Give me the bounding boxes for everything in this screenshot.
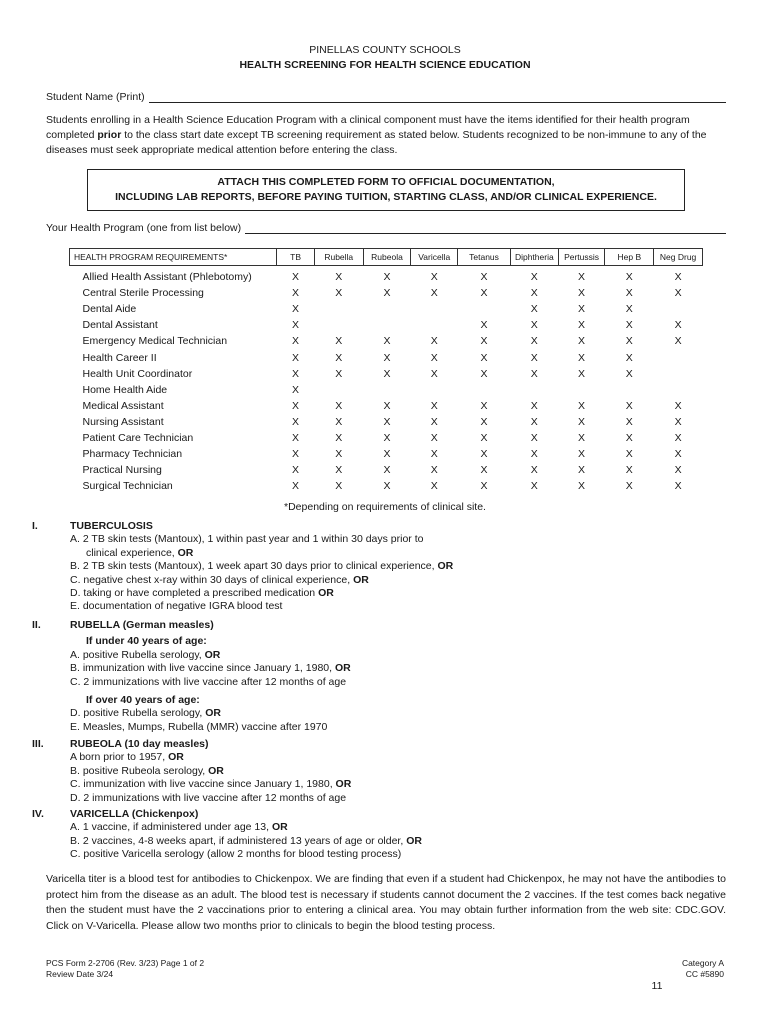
table-row: [70, 366, 703, 382]
footer-right: [682, 958, 724, 980]
requirement-mark: X: [335, 448, 343, 461]
requirement-mark: X: [292, 303, 300, 316]
program-name: Surgical Technician: [82, 480, 173, 493]
program-name: Pharmacy Technician: [82, 448, 183, 461]
requirement-mark: X: [430, 399, 438, 412]
requirement-mark: X: [292, 335, 300, 348]
intro-text-2: to the class start date except TB screening requirement as stated below. Students recognized to be non-immune to any of the diseases must seek appropriate medical attention before entering the class.: [46, 129, 707, 156]
table-header-cell: Hep B: [605, 249, 654, 266]
table-header-cell: Rubeola: [363, 249, 411, 266]
requirement-mark: X: [480, 335, 488, 348]
age-subheading: If over 40 years of age:: [86, 694, 200, 707]
requirement-mark: [458, 382, 511, 398]
intro-paragraph: [46, 113, 726, 158]
table-row: [70, 478, 703, 494]
requirement-mark: X: [674, 319, 682, 332]
section-item: clinical experience, OR: [86, 546, 194, 559]
requirement-mark: X: [578, 431, 586, 444]
table-header-cell: TB: [277, 249, 315, 266]
table-row: [70, 398, 703, 414]
section-item: B. 2 vaccines, 4-8 weeks apart, if administered 13 years of age or older, OR: [70, 834, 422, 847]
requirement-mark: X: [625, 480, 633, 493]
section-item: E. Measles, Mumps, Rubella (MMR) vaccine after 1970: [70, 720, 328, 733]
table-header-cell: Neg Drug: [654, 249, 703, 266]
requirement-mark: X: [383, 287, 391, 300]
requirement-mark: X: [383, 271, 391, 284]
section-item: D. 2 immunizations with live vaccine after 12 months of age: [70, 791, 347, 804]
table-row: [70, 462, 703, 478]
requirement-mark: X: [335, 335, 343, 348]
requirement-mark: X: [674, 287, 682, 300]
requirement-mark: X: [430, 448, 438, 461]
section-title: RUBEOLA (10 day measles): [70, 738, 209, 750]
requirement-mark: [363, 382, 411, 398]
table-row: [70, 446, 703, 462]
requirement-mark: X: [292, 480, 300, 493]
program-name: Patient Care Technician: [82, 431, 194, 444]
requirement-mark: X: [292, 383, 300, 396]
requirements-table: [69, 248, 703, 494]
requirement-mark: X: [530, 271, 538, 284]
requirement-mark: X: [292, 271, 300, 284]
section-item: E. documentation of negative IGRA blood test: [70, 600, 283, 613]
requirement-mark: X: [335, 415, 343, 428]
requirement-mark: X: [480, 415, 488, 428]
program-name: Home Health Aide: [82, 383, 168, 396]
requirement-mark: X: [625, 287, 633, 300]
requirement-mark: X: [383, 464, 391, 477]
requirement-mark: [654, 382, 703, 398]
attach-line-2: INCLUDING LAB REPORTS, BEFORE PAYING TUITION, STARTING CLASS, AND/OR CLINICAL EXPERIENCE.: [115, 191, 657, 203]
table-row: [70, 382, 703, 398]
section-item: C. positive Varicella serology (allow 2 months for blood testing process): [70, 848, 402, 861]
requirement-mark: [411, 301, 458, 317]
requirement-mark: X: [625, 448, 633, 461]
requirement-mark: X: [625, 367, 633, 380]
requirement-mark: X: [335, 480, 343, 493]
requirement-mark: X: [292, 399, 300, 412]
requirement-mark: X: [530, 287, 538, 300]
section-number: IV.: [32, 808, 44, 820]
section-item: C. negative chest x-ray within 30 days of clinical experience, OR: [70, 573, 369, 586]
requirement-mark: X: [625, 271, 633, 284]
requirement-mark: X: [578, 399, 586, 412]
requirement-mark: X: [480, 271, 488, 284]
table-row: [70, 349, 703, 365]
program-name: Allied Health Assistant (Phlebotomy): [82, 271, 252, 284]
requirement-mark: X: [530, 351, 538, 364]
section-item: B. 2 TB skin tests (Mantoux), 1 week apart 30 days prior to clinical experience, OR: [70, 560, 454, 573]
requirement-mark: X: [335, 431, 343, 444]
requirement-mark: [314, 317, 363, 333]
section-number: I.: [32, 520, 38, 532]
or-label: OR: [353, 573, 369, 586]
attach-line-1: ATTACH THIS COMPLETED FORM TO OFFICIAL DOCUMENTATION,: [217, 176, 555, 188]
section-number: III.: [32, 738, 44, 750]
requirement-mark: X: [335, 464, 343, 477]
requirement-mark: X: [578, 367, 586, 380]
requirement-mark: X: [578, 319, 586, 332]
section-item: C. immunization with live vaccine since January 1, 1980, OR: [70, 778, 352, 791]
requirement-mark: X: [578, 351, 586, 364]
table-row: [70, 430, 703, 446]
form-title: HEALTH SCREENING FOR HEALTH SCIENCE EDUCATION: [239, 59, 531, 71]
requirement-mark: X: [383, 367, 391, 380]
requirement-mark: X: [625, 303, 633, 316]
requirement-mark: X: [578, 448, 586, 461]
requirement-mark: X: [625, 431, 633, 444]
program-name: Central Sterile Processing: [82, 287, 204, 300]
table-row: [70, 266, 703, 286]
table-header-cell: Diphtheria: [510, 249, 558, 266]
requirement-mark: X: [383, 351, 391, 364]
requirement-mark: X: [430, 431, 438, 444]
requirement-mark: [605, 382, 654, 398]
section-item: A. 1 vaccine, if administered under age 13, OR: [70, 821, 288, 834]
requirement-mark: X: [480, 480, 488, 493]
requirement-mark: X: [625, 319, 633, 332]
requirement-mark: [558, 382, 605, 398]
requirement-mark: X: [674, 464, 682, 477]
requirement-mark: X: [292, 448, 300, 461]
or-label: OR: [334, 662, 351, 675]
or-label: OR: [318, 587, 334, 600]
requirement-mark: X: [292, 287, 300, 300]
requirement-mark: X: [530, 319, 538, 332]
review-date: Review Date 3/24: [46, 969, 114, 979]
requirement-mark: X: [674, 431, 682, 444]
section-title: VARICELLA (Chickenpox): [70, 808, 199, 820]
requirement-mark: [314, 382, 363, 398]
requirement-mark: X: [674, 335, 682, 348]
requirement-mark: X: [530, 448, 538, 461]
section-item: B. immunization with live vaccine since January 1, 1980, OR: [70, 662, 351, 675]
section-item: A born prior to 1957, OR: [70, 751, 184, 764]
section-number: II.: [32, 619, 41, 631]
table-header-row: [70, 249, 703, 266]
requirement-mark: X: [674, 271, 682, 284]
table-row: [70, 301, 703, 317]
requirement-mark: X: [578, 303, 586, 316]
requirement-mark: [411, 382, 458, 398]
program-name: Dental Aide: [82, 303, 137, 316]
table-header-cell: Pertussis: [558, 249, 605, 266]
program-name: Practical Nursing: [82, 464, 162, 477]
requirement-mark: X: [625, 335, 633, 348]
section-rubeola: [32, 738, 670, 805]
requirement-mark: X: [430, 271, 438, 284]
section-title: TUBERCULOSIS: [70, 520, 153, 532]
or-label: OR: [335, 778, 352, 791]
cc-number: CC #5890: [685, 969, 724, 979]
section-item: C. 2 immunizations with live vaccine after 12 months of age: [70, 675, 347, 688]
requirement-mark: X: [530, 464, 538, 477]
requirement-mark: X: [578, 335, 586, 348]
requirement-mark: X: [430, 480, 438, 493]
table-row: [70, 333, 703, 349]
requirement-mark: X: [430, 335, 438, 348]
or-label: OR: [168, 751, 184, 764]
table-footnote: *Depending on requirements of clinical site.: [284, 501, 486, 513]
requirement-mark: X: [335, 351, 343, 364]
category-label: Category A: [681, 958, 724, 968]
or-label: OR: [177, 546, 194, 559]
intro-text-1: Students enrolling in a Health Science Education Program with a clinical component must have the items identified for their health program completed: [46, 114, 690, 141]
requirement-mark: X: [480, 319, 488, 332]
requirement-mark: X: [383, 431, 391, 444]
or-label: OR: [271, 821, 288, 834]
health-program-row: [46, 222, 726, 234]
age-subheading: If under 40 years of age:: [86, 635, 207, 648]
requirement-mark: X: [674, 399, 682, 412]
table-header-cell: Tetanus: [458, 249, 511, 266]
requirement-mark: X: [578, 287, 586, 300]
program-name: Nursing Assistant: [82, 415, 164, 428]
requirement-mark: X: [530, 480, 538, 493]
requirement-mark: [314, 301, 363, 317]
requirement-mark: [458, 301, 511, 317]
requirement-mark: X: [383, 448, 391, 461]
program-name: Health Career II: [82, 351, 157, 364]
requirement-mark: X: [625, 351, 633, 364]
or-label: OR: [437, 560, 454, 573]
requirement-mark: X: [335, 287, 343, 300]
varicella-paragraph: Varicella titer is a blood test for antibodies to Chickenpox. We are finding that even if a student had Chickenpox, he may not have the antibodies to protect him from the disease as an adult. The blood test is necessary if students cannot document the 2 vaccines. If the test comes back negative then the student must have the 2 vaccinations prior to entering a clinical area. You may obtain further information from the web site: CDC.GOV. Click on V-Varicella. Please allow two months prior to clinicals to begin the blood testing process.: [46, 873, 726, 932]
requirement-mark: X: [292, 367, 300, 380]
student-name-row: [46, 91, 726, 103]
requirement-mark: X: [625, 399, 633, 412]
district-name: PINELLAS COUNTY SCHOOLS: [309, 44, 461, 56]
section-item: D. positive Rubella serology, OR: [70, 707, 221, 720]
health-program-field[interactable]: [245, 222, 726, 234]
section-title: RUBELLA (German measles): [70, 619, 214, 631]
requirement-mark: [363, 317, 411, 333]
requirement-mark: X: [292, 319, 300, 332]
requirement-mark: X: [625, 415, 633, 428]
requirement-mark: X: [292, 464, 300, 477]
section-tuberculosis: [32, 520, 670, 614]
program-name: Emergency Medical Technician: [82, 335, 228, 348]
program-name: Medical Assistant: [82, 399, 164, 412]
requirement-mark: X: [674, 480, 682, 493]
requirement-mark: X: [292, 351, 300, 364]
table-row: [70, 414, 703, 430]
section-item: B. positive Rubeola serology, OR: [70, 764, 224, 777]
or-label: OR: [406, 834, 422, 847]
section-rubella: [32, 619, 670, 734]
requirement-mark: [411, 317, 458, 333]
requirement-mark: X: [530, 367, 538, 380]
requirement-mark: X: [578, 271, 586, 284]
section-item: A. 2 TB skin tests (Mantoux), 1 within past year and 1 within 30 days prior to: [70, 533, 424, 546]
intro-prior: prior: [97, 129, 122, 141]
requirement-mark: X: [480, 287, 488, 300]
requirement-mark: X: [383, 480, 391, 493]
or-label: OR: [204, 648, 221, 661]
requirement-mark: X: [674, 415, 682, 428]
table-row: [70, 285, 703, 301]
attach-notice-box: [87, 169, 685, 211]
requirement-mark: X: [530, 399, 538, 412]
footer-left: [46, 958, 204, 980]
requirement-mark: X: [530, 303, 538, 316]
requirement-mark: X: [530, 335, 538, 348]
requirement-mark: X: [292, 431, 300, 444]
requirement-mark: X: [335, 399, 343, 412]
requirement-mark: X: [578, 415, 586, 428]
section-item: D. taking or have completed a prescribed medication OR: [70, 587, 334, 600]
page-number: 11: [651, 980, 663, 992]
or-label: OR: [208, 764, 224, 777]
student-name-label: Student Name (Print): [46, 91, 145, 103]
requirement-mark: X: [530, 415, 538, 428]
requirement-mark: X: [335, 367, 343, 380]
requirement-mark: X: [480, 448, 488, 461]
form-number: PCS Form 2-2706 (Rev. 3/23) Page 1 of 2: [46, 958, 205, 968]
program-name: Health Unit Coordinator: [82, 367, 193, 380]
requirement-mark: X: [480, 431, 488, 444]
requirement-mark: X: [480, 367, 488, 380]
requirement-mark: X: [383, 335, 391, 348]
requirement-mark: [654, 349, 703, 365]
requirement-mark: X: [674, 448, 682, 461]
requirement-mark: X: [430, 367, 438, 380]
requirement-mark: X: [383, 415, 391, 428]
requirement-mark: X: [578, 464, 586, 477]
requirement-mark: X: [480, 464, 488, 477]
section-item: A. positive Rubella serology, OR: [70, 648, 221, 661]
table-header-cell: Varicella: [411, 249, 458, 266]
table-header-cell: Rubella: [314, 249, 363, 266]
requirement-mark: X: [430, 287, 438, 300]
requirement-mark: X: [480, 399, 488, 412]
student-name-field[interactable]: [149, 91, 726, 103]
section-varicella: [32, 808, 670, 862]
program-name: Dental Assistant: [82, 319, 158, 332]
requirement-mark: X: [480, 351, 488, 364]
requirement-mark: [654, 366, 703, 382]
requirement-mark: [363, 301, 411, 317]
or-label: OR: [205, 707, 221, 720]
requirement-mark: X: [530, 431, 538, 444]
requirement-mark: X: [430, 415, 438, 428]
table-row: [70, 317, 703, 333]
requirement-mark: X: [383, 399, 391, 412]
requirement-mark: X: [292, 415, 300, 428]
requirement-mark: X: [625, 464, 633, 477]
table-header-cell: HEALTH PROGRAM REQUIREMENTS*: [70, 249, 277, 266]
health-program-label: Your Health Program (one from list below): [46, 222, 242, 234]
requirement-mark: X: [578, 480, 586, 493]
requirement-mark: [654, 301, 703, 317]
requirement-mark: X: [430, 464, 438, 477]
requirement-mark: [510, 382, 558, 398]
requirement-mark: X: [430, 351, 438, 364]
requirement-mark: X: [335, 271, 343, 284]
